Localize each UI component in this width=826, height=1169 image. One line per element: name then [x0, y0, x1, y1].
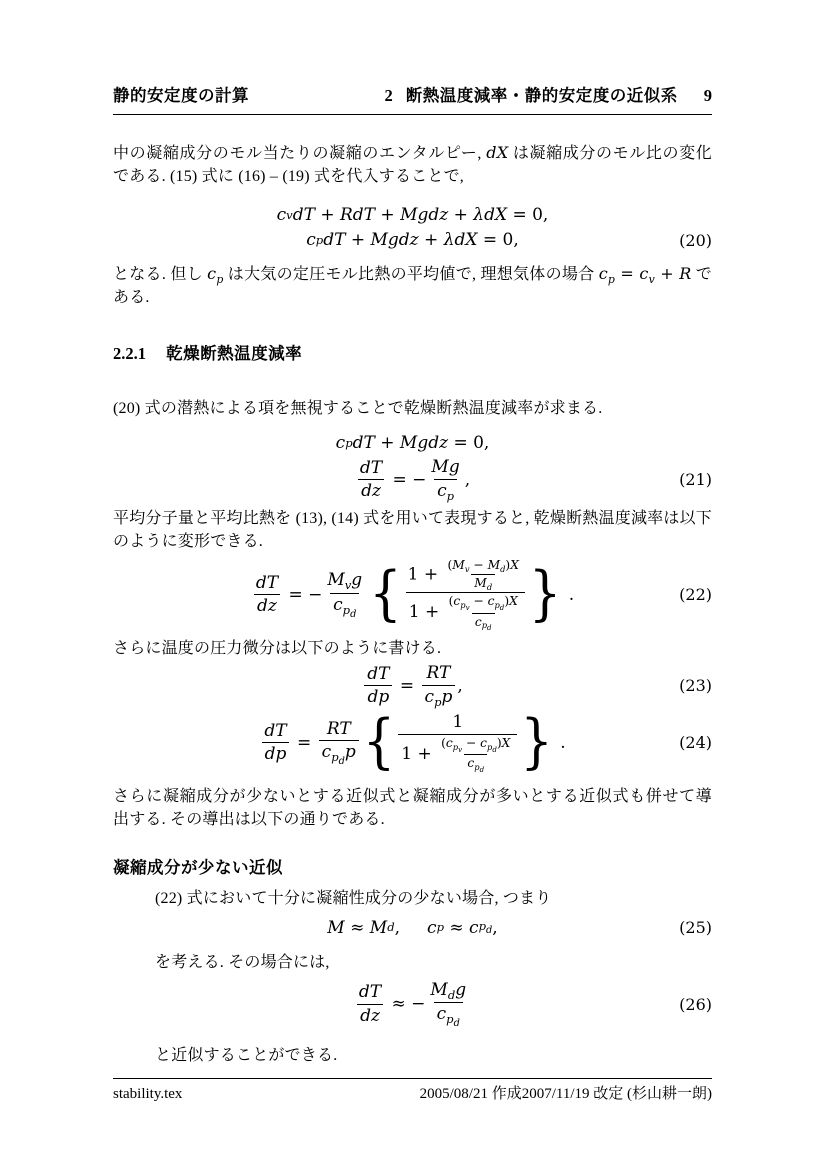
equation-row: [113, 229, 712, 251]
equation-tag: (25): [679, 918, 712, 938]
equation-row: [113, 204, 712, 226]
equation-22: [113, 558, 712, 632]
equation-tag: (24): [679, 733, 712, 753]
header-rule: [113, 114, 712, 115]
footer-revision-date: 2005/08/21 作成2007/11/19 改定 (杉山耕一朗): [419, 1085, 712, 1102]
left-brace-glyph: {: [362, 708, 396, 777]
section-heading-2-2-1: [113, 344, 712, 365]
equation-tag: (26): [679, 994, 712, 1014]
equation-math: $\frac{dT}{dz}$ = − $M_vg$ $c_{p_d}$ { 1 + $\frac{(M_v - M_d)X}{M_d}$ 1 + $(c_{p_v} - c_{p_d})X$ $c_{p_d}$ } .: [255, 557, 575, 633]
subheading-few-condensate: 凝縮成分が少ない近似: [113, 859, 283, 878]
section-number: 2: [384, 86, 393, 105]
equation-row: [113, 432, 712, 454]
paragraph-mean-molar: 平均分子量と平均比熱を (13), (14) 式を用いて表現すると, 乾燥断熱温度減率は以下のように変形できる.: [113, 510, 712, 551]
inline-math: dX: [486, 142, 509, 162]
equation-21: [113, 432, 712, 502]
paragraph-few-condensate-case: (22) 式において十分に凝縮性成分の少ない場合, つまり: [155, 890, 552, 908]
equation-tag: (22): [679, 585, 712, 605]
equation-math: $\frac{dT}{dz}$ = − $\frac{Mg}{c_p}$ ,: [359, 457, 471, 503]
equation-math: $\frac{dT}{dp}$ = RT $c_{p_d}p$ { 1 1 + $(c_{p_v} - c_{p_d})X$ $c_{p_d}$ } .: [259, 712, 565, 773]
footer-filename: stability.tex: [113, 1085, 183, 1102]
page-header: [113, 86, 712, 107]
left-brace-glyph: {: [369, 560, 402, 629]
page-footer: [113, 1085, 712, 1105]
equation-26: [113, 980, 712, 1029]
paragraph-approx-conclusion: と近似することができる.: [155, 1047, 338, 1065]
equation-row: [113, 917, 712, 939]
section-running-head: [385, 86, 713, 107]
paragraph-approximations: さらに凝縮成分が少ないとする近似式と凝縮成分が多いとする近似式も併せて導出する. その導出は以下の通りである.: [113, 787, 712, 828]
equation-math: M ≈ M d , c p ≈ c $p_d$ ,: [327, 917, 498, 938]
paragraph-cp-note: となる. 但し $c_p$ は大気の定圧モル比熱の平均値で, 理想気体の場合 $c_p = c_v + R$ である.: [113, 264, 712, 307]
equation-math: c v dT + RdT + Mgdz + λdX = 0,: [276, 205, 549, 226]
equation-tag: (23): [679, 676, 712, 696]
equation-23: [113, 663, 712, 708]
equation-row: [113, 663, 712, 708]
paragraph-pressure-derivative: さらに温度の圧力微分は以下のように書ける.: [113, 639, 442, 657]
inline-math: $c_p$: [207, 264, 224, 287]
equation-math: c p dT + Mgdz = 0,: [335, 433, 490, 454]
equation-tag: (21): [679, 470, 712, 490]
equation-math: c p dT + Mgdz + λdX = 0,: [306, 230, 519, 251]
equation-row: [113, 558, 712, 632]
section-title: 断熱温度減率・静的安定度の近似系: [405, 87, 678, 105]
equation-20: [113, 204, 712, 251]
section-heading-number: 2.2.1: [113, 343, 146, 363]
running-title: 静的安定度の計算: [113, 87, 249, 105]
equation-24: [113, 708, 712, 777]
equation-row: [113, 457, 712, 502]
paragraph-dry-lapse: (20) 式の潜熱による項を無視することで乾燥断熱温度減率が求まる.: [113, 399, 603, 417]
page-number: 9: [703, 86, 712, 105]
paragraph-consider: を考える. その場合には,: [155, 953, 330, 971]
equation-math: $\frac{dT}{dp}$ = RT $c_pp$ ,: [362, 663, 463, 708]
right-brace-glyph: }: [520, 708, 553, 777]
inline-math: $c_p = c_v + R$: [598, 264, 692, 287]
section-heading-title: 乾燥断熱温度減率: [166, 344, 303, 363]
paragraph-intro: 中の凝縮成分のモル当たりの凝縮のエンタルピー, dX は凝縮成分のモル比の変化である. (15) 式に (16) – (19) 式を代入することで,: [113, 142, 712, 185]
footer-rule: [113, 1078, 712, 1079]
equation-math: $\frac{dT}{dz}$ ≈ − $M_dg$ $c_{p_d}$: [358, 979, 467, 1030]
equation-row: [113, 980, 712, 1029]
equation-row: [113, 708, 712, 777]
equation-25: [113, 917, 712, 939]
equation-tag: (20): [679, 230, 712, 250]
right-brace-glyph: }: [528, 560, 562, 629]
